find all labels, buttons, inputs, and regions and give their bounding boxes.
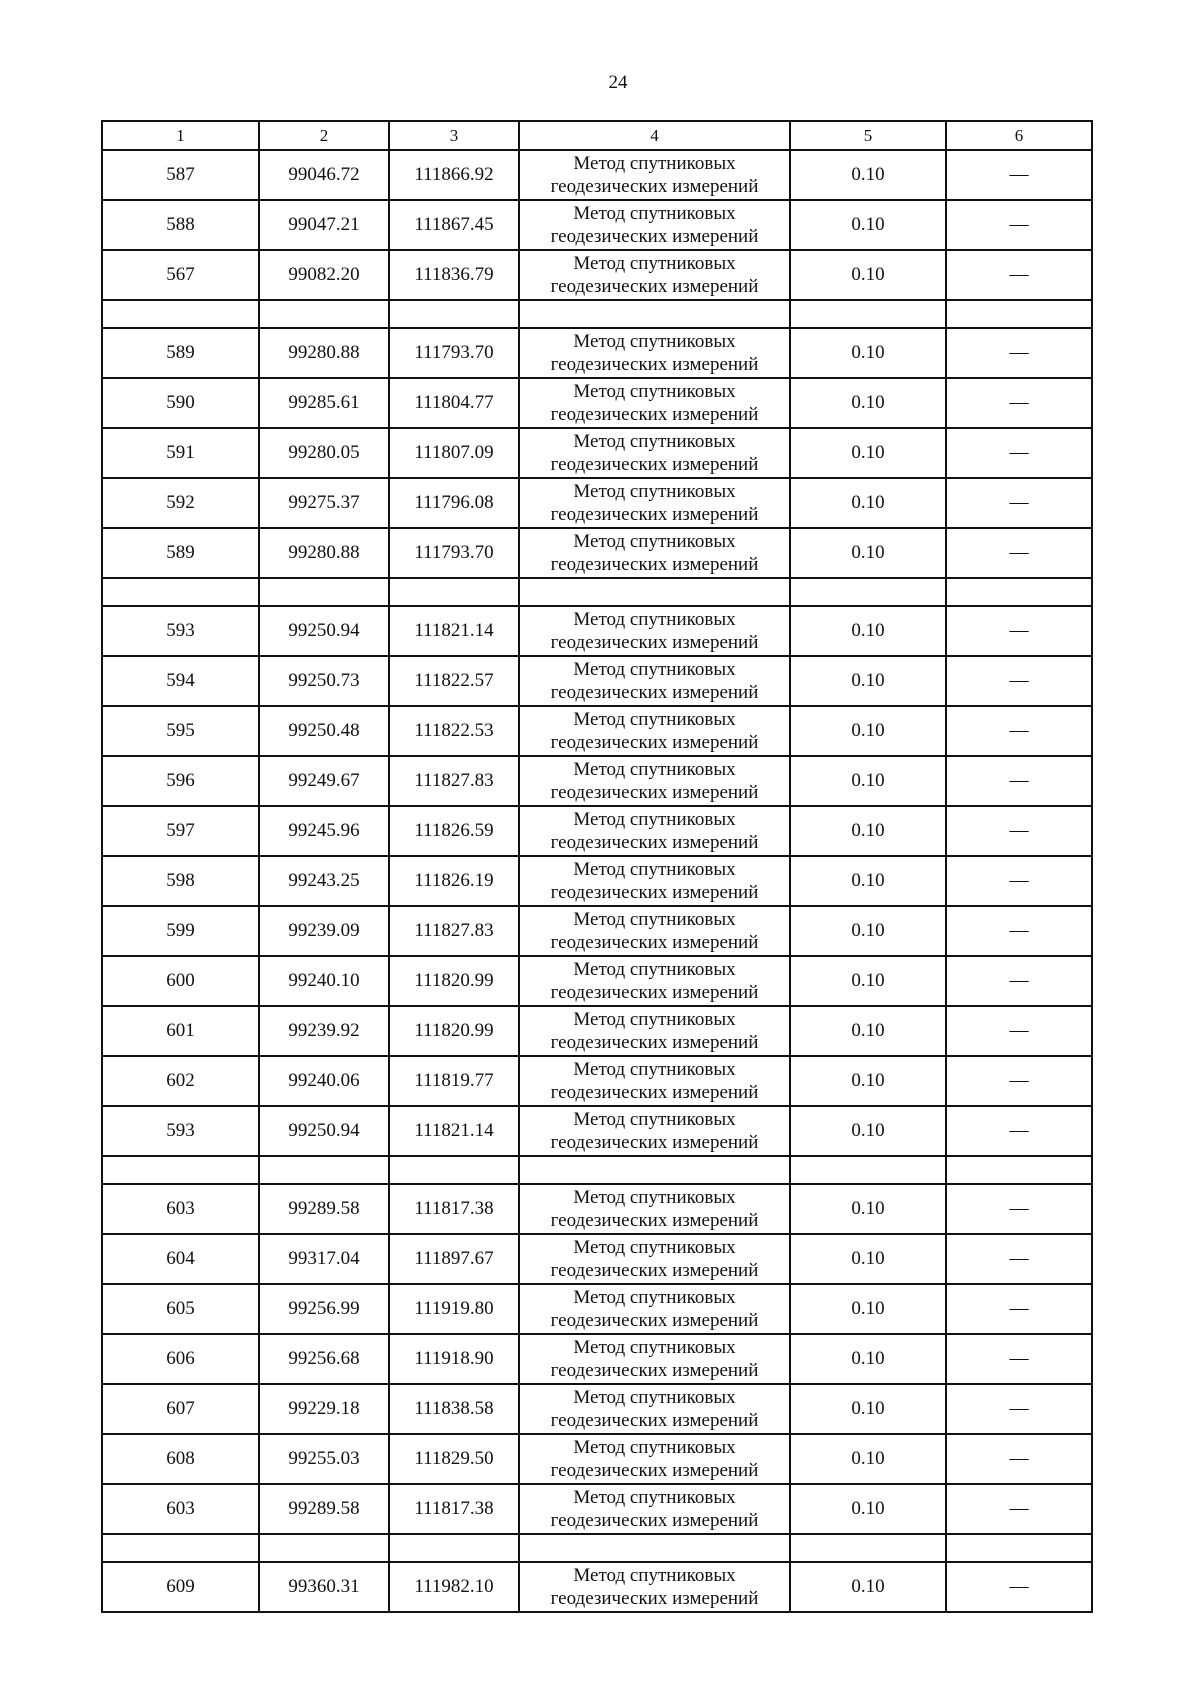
table-row: [102, 250, 1092, 300]
method-cell: [519, 150, 790, 200]
method-cell: [519, 1434, 790, 1484]
point-number-cell: 567: [102, 250, 259, 300]
method-text-line1: Метод спутниковых: [573, 909, 736, 930]
accuracy-cell: 0.10: [790, 1384, 946, 1434]
x-coordinate-cell: 99250.73: [259, 656, 389, 706]
note-cell: —: [946, 1056, 1092, 1106]
point-number-cell: 601: [102, 1006, 259, 1056]
accuracy-cell: 0.10: [790, 1106, 946, 1156]
method-text-line2: геодезических измерений: [550, 1310, 759, 1331]
x-coordinate-cell: 99082.20: [259, 250, 389, 300]
method-text-line2: геодезических измерений: [550, 782, 759, 803]
x-coordinate-cell: 99280.88: [259, 328, 389, 378]
method-text-line2: геодезических измерений: [550, 1260, 759, 1281]
method-text-line1: Метод спутниковых: [573, 1287, 736, 1308]
y-coordinate-cell: 111919.80: [389, 1284, 519, 1334]
y-coordinate-cell: 111819.77: [389, 1056, 519, 1106]
empty-cell: [389, 578, 519, 606]
x-coordinate-cell: 99250.48: [259, 706, 389, 756]
empty-cell: [946, 578, 1092, 606]
method-text-line1: Метод спутниковых: [573, 1187, 736, 1208]
method-text-line2: геодезических измерений: [550, 454, 759, 475]
note-cell: —: [946, 1106, 1092, 1156]
method-cell: [519, 606, 790, 656]
method-cell: [519, 428, 790, 478]
y-coordinate-cell: 111826.59: [389, 806, 519, 856]
y-coordinate-cell: 111827.83: [389, 906, 519, 956]
y-coordinate-cell: 111826.19: [389, 856, 519, 906]
empty-cell: [259, 1156, 389, 1184]
x-coordinate-cell: 99289.58: [259, 1184, 389, 1234]
empty-cell: [946, 1156, 1092, 1184]
method-text-line2: геодезических измерений: [550, 832, 759, 853]
table-row: [102, 328, 1092, 378]
point-number-cell: 590: [102, 378, 259, 428]
method-text-line2: геодезических измерений: [550, 404, 759, 425]
table-row: [102, 956, 1092, 1006]
y-coordinate-cell: 111817.38: [389, 1184, 519, 1234]
method-text-line1: Метод спутниковых: [573, 709, 736, 730]
y-coordinate-cell: 111793.70: [389, 528, 519, 578]
table-row: [102, 656, 1092, 706]
point-number-cell: 587: [102, 150, 259, 200]
method-text-line1: Метод спутниковых: [573, 203, 736, 224]
y-coordinate-cell: 111796.08: [389, 478, 519, 528]
empty-cell: [259, 1534, 389, 1562]
accuracy-cell: 0.10: [790, 1284, 946, 1334]
accuracy-cell: 0.10: [790, 1056, 946, 1106]
method-text-line2: геодезических измерений: [550, 504, 759, 525]
method-cell: [519, 200, 790, 250]
empty-cell: [519, 1534, 790, 1562]
method-cell: [519, 1056, 790, 1106]
accuracy-cell: 0.10: [790, 706, 946, 756]
method-cell: [519, 906, 790, 956]
empty-cell: [519, 578, 790, 606]
accuracy-cell: 0.10: [790, 528, 946, 578]
method-text-line2: геодезических измерений: [550, 632, 759, 653]
table-row: [102, 1056, 1092, 1106]
table-row: [102, 1384, 1092, 1434]
x-coordinate-cell: 99245.96: [259, 806, 389, 856]
method-text-line1: Метод спутниковых: [573, 1009, 736, 1030]
point-number-cell: 608: [102, 1434, 259, 1484]
method-text-line2: геодезических измерений: [550, 932, 759, 953]
x-coordinate-cell: 99280.88: [259, 528, 389, 578]
method-text-line2: геодезических измерений: [550, 1032, 759, 1053]
table-row: [102, 200, 1092, 250]
x-coordinate-cell: 99243.25: [259, 856, 389, 906]
method-cell: [519, 1106, 790, 1156]
empty-cell: [946, 1534, 1092, 1562]
note-cell: —: [946, 1434, 1092, 1484]
accuracy-cell: 0.10: [790, 806, 946, 856]
note-cell: —: [946, 706, 1092, 756]
note-cell: —: [946, 1562, 1092, 1612]
method-cell: [519, 328, 790, 378]
method-text-line2: геодезических измерений: [550, 1210, 759, 1231]
x-coordinate-cell: 99289.58: [259, 1484, 389, 1534]
column-number: 4: [519, 121, 790, 150]
y-coordinate-cell: 111821.14: [389, 1106, 519, 1156]
method-text-line1: Метод спутниковых: [573, 153, 736, 174]
method-text-line2: геодезических измерений: [550, 1588, 759, 1609]
accuracy-cell: 0.10: [790, 250, 946, 300]
method-text-line2: геодезических измерений: [550, 554, 759, 575]
y-coordinate-cell: 111807.09: [389, 428, 519, 478]
accuracy-cell: 0.10: [790, 756, 946, 806]
point-number-cell: 603: [102, 1484, 259, 1534]
method-text-line1: Метод спутниковых: [573, 531, 736, 552]
note-cell: —: [946, 956, 1092, 1006]
note-cell: —: [946, 756, 1092, 806]
method-text-line1: Метод спутниковых: [573, 431, 736, 452]
accuracy-cell: 0.10: [790, 478, 946, 528]
method-cell: [519, 656, 790, 706]
page-number: 24: [608, 72, 628, 93]
empty-cell: [790, 1156, 946, 1184]
accuracy-cell: 0.10: [790, 956, 946, 1006]
table-row: [102, 378, 1092, 428]
accuracy-cell: 0.10: [790, 1562, 946, 1612]
table-row: [102, 856, 1092, 906]
method-text-line1: Метод спутниковых: [573, 809, 736, 830]
x-coordinate-cell: 99046.72: [259, 150, 389, 200]
method-text-line1: Метод спутниковых: [573, 659, 736, 680]
x-coordinate-cell: 99239.09: [259, 906, 389, 956]
y-coordinate-cell: 111836.79: [389, 250, 519, 300]
table-row: [102, 1434, 1092, 1484]
method-text-line1: Метод спутниковых: [573, 1387, 736, 1408]
note-cell: —: [946, 1234, 1092, 1284]
note-cell: —: [946, 378, 1092, 428]
note-cell: —: [946, 250, 1092, 300]
table-row: [102, 1334, 1092, 1384]
method-cell: [519, 956, 790, 1006]
method-cell: [519, 806, 790, 856]
table-row: [102, 756, 1092, 806]
accuracy-cell: 0.10: [790, 656, 946, 706]
method-text-line2: геодезических измерений: [550, 1460, 759, 1481]
x-coordinate-cell: 99249.67: [259, 756, 389, 806]
point-number-cell: 604: [102, 1234, 259, 1284]
method-text-line2: геодезических измерений: [550, 176, 759, 197]
point-number-cell: 591: [102, 428, 259, 478]
y-coordinate-cell: 111866.92: [389, 150, 519, 200]
point-number-cell: 598: [102, 856, 259, 906]
column-number: 1: [102, 121, 259, 150]
y-coordinate-cell: 111820.99: [389, 1006, 519, 1056]
method-text-line2: геодезических измерений: [550, 226, 759, 247]
note-cell: —: [946, 656, 1092, 706]
note-cell: —: [946, 856, 1092, 906]
empty-cell: [389, 1156, 519, 1184]
method-cell: [519, 478, 790, 528]
method-text-line2: геодезических измерений: [550, 1082, 759, 1103]
method-text-line2: геодезических измерений: [550, 1360, 759, 1381]
note-cell: —: [946, 606, 1092, 656]
column-number: 2: [259, 121, 389, 150]
point-number-cell: 588: [102, 200, 259, 250]
x-coordinate-cell: 99250.94: [259, 606, 389, 656]
method-text-line2: геодезических измерений: [550, 276, 759, 297]
method-text-line1: Метод спутниковых: [573, 1337, 736, 1358]
empty-cell: [389, 300, 519, 328]
table-row: [102, 606, 1092, 656]
method-cell: [519, 1006, 790, 1056]
method-text-line1: Метод спутниковых: [573, 253, 736, 274]
accuracy-cell: 0.10: [790, 1334, 946, 1384]
note-cell: —: [946, 1384, 1092, 1434]
point-number-cell: 597: [102, 806, 259, 856]
method-text-line1: Метод спутниковых: [573, 381, 736, 402]
note-cell: —: [946, 906, 1092, 956]
column-number-row: [102, 121, 1092, 150]
accuracy-cell: 0.10: [790, 428, 946, 478]
y-coordinate-cell: 111827.83: [389, 756, 519, 806]
note-cell: —: [946, 1334, 1092, 1384]
y-coordinate-cell: 111918.90: [389, 1334, 519, 1384]
method-text-line2: геодезических измерений: [550, 882, 759, 903]
method-text-line2: геодезических измерений: [550, 354, 759, 375]
method-cell: [519, 1562, 790, 1612]
y-coordinate-cell: 111817.38: [389, 1484, 519, 1534]
table-row: [102, 478, 1092, 528]
method-cell: [519, 250, 790, 300]
method-text-line1: Метод спутниковых: [573, 1059, 736, 1080]
accuracy-cell: 0.10: [790, 1234, 946, 1284]
point-number-cell: 589: [102, 528, 259, 578]
accuracy-cell: 0.10: [790, 378, 946, 428]
accuracy-cell: 0.10: [790, 1184, 946, 1234]
spacer-row: [102, 300, 1092, 328]
y-coordinate-cell: 111829.50: [389, 1434, 519, 1484]
note-cell: —: [946, 1284, 1092, 1334]
x-coordinate-cell: 99239.92: [259, 1006, 389, 1056]
method-text-line2: геодезических измерений: [550, 982, 759, 1003]
table-row: [102, 1484, 1092, 1534]
method-text-line1: Метод спутниковых: [573, 1437, 736, 1458]
x-coordinate-cell: 99047.21: [259, 200, 389, 250]
empty-cell: [790, 300, 946, 328]
method-text-line2: геодезических измерений: [550, 1410, 759, 1431]
y-coordinate-cell: 111804.77: [389, 378, 519, 428]
note-cell: —: [946, 1484, 1092, 1534]
x-coordinate-cell: 99275.37: [259, 478, 389, 528]
method-cell: [519, 1234, 790, 1284]
table-row: [102, 1184, 1092, 1234]
x-coordinate-cell: 99285.61: [259, 378, 389, 428]
x-coordinate-cell: 99360.31: [259, 1562, 389, 1612]
empty-cell: [519, 1156, 790, 1184]
accuracy-cell: 0.10: [790, 906, 946, 956]
y-coordinate-cell: 111821.14: [389, 606, 519, 656]
y-coordinate-cell: 111820.99: [389, 956, 519, 1006]
accuracy-cell: 0.10: [790, 606, 946, 656]
table-row: [102, 1006, 1092, 1056]
method-cell: [519, 378, 790, 428]
table-row: [102, 428, 1092, 478]
coordinates-table: [101, 120, 1093, 1613]
column-number: 6: [946, 121, 1092, 150]
note-cell: —: [946, 328, 1092, 378]
table-body: [102, 150, 1092, 1612]
method-cell: [519, 1284, 790, 1334]
point-number-cell: 593: [102, 1106, 259, 1156]
y-coordinate-cell: 111822.57: [389, 656, 519, 706]
empty-cell: [259, 578, 389, 606]
point-number-cell: 602: [102, 1056, 259, 1106]
table-row: [102, 806, 1092, 856]
empty-cell: [946, 300, 1092, 328]
table-row: [102, 1284, 1092, 1334]
spacer-row: [102, 1156, 1092, 1184]
x-coordinate-cell: 99256.99: [259, 1284, 389, 1334]
accuracy-cell: 0.10: [790, 328, 946, 378]
method-text-line2: геодезических измерений: [550, 1510, 759, 1531]
spacer-row: [102, 1534, 1092, 1562]
method-cell: [519, 1334, 790, 1384]
x-coordinate-cell: 99229.18: [259, 1384, 389, 1434]
method-text-line2: геодезических измерений: [550, 1132, 759, 1153]
point-number-cell: 599: [102, 906, 259, 956]
accuracy-cell: 0.10: [790, 1484, 946, 1534]
method-text-line1: Метод спутниковых: [573, 1237, 736, 1258]
method-text-line1: Метод спутниковых: [573, 1109, 736, 1130]
method-text-line2: геодезических измерений: [550, 732, 759, 753]
y-coordinate-cell: 111897.67: [389, 1234, 519, 1284]
note-cell: —: [946, 1006, 1092, 1056]
method-cell: [519, 528, 790, 578]
empty-cell: [102, 300, 259, 328]
empty-cell: [259, 300, 389, 328]
accuracy-cell: 0.10: [790, 1434, 946, 1484]
method-text-line1: Метод спутниковых: [573, 609, 736, 630]
method-cell: [519, 856, 790, 906]
x-coordinate-cell: 99250.94: [259, 1106, 389, 1156]
method-cell: [519, 1384, 790, 1434]
point-number-cell: 607: [102, 1384, 259, 1434]
y-coordinate-cell: 111838.58: [389, 1384, 519, 1434]
note-cell: —: [946, 200, 1092, 250]
x-coordinate-cell: 99256.68: [259, 1334, 389, 1384]
column-number: 5: [790, 121, 946, 150]
method-cell: [519, 706, 790, 756]
note-cell: —: [946, 528, 1092, 578]
method-text-line1: Метод спутниковых: [573, 1565, 736, 1586]
table-row: [102, 706, 1092, 756]
table-row: [102, 528, 1092, 578]
note-cell: —: [946, 1184, 1092, 1234]
point-number-cell: 603: [102, 1184, 259, 1234]
accuracy-cell: 0.10: [790, 1006, 946, 1056]
empty-cell: [102, 1156, 259, 1184]
empty-cell: [790, 1534, 946, 1562]
note-cell: —: [946, 478, 1092, 528]
y-coordinate-cell: 111822.53: [389, 706, 519, 756]
note-cell: —: [946, 150, 1092, 200]
point-number-cell: 592: [102, 478, 259, 528]
spacer-row: [102, 578, 1092, 606]
accuracy-cell: 0.10: [790, 150, 946, 200]
point-number-cell: 593: [102, 606, 259, 656]
y-coordinate-cell: 111793.70: [389, 328, 519, 378]
x-coordinate-cell: 99255.03: [259, 1434, 389, 1484]
method-text-line1: Метод спутниковых: [573, 759, 736, 780]
empty-cell: [389, 1534, 519, 1562]
y-coordinate-cell: 111867.45: [389, 200, 519, 250]
empty-cell: [519, 300, 790, 328]
point-number-cell: 605: [102, 1284, 259, 1334]
point-number-cell: 595: [102, 706, 259, 756]
column-number: 3: [389, 121, 519, 150]
table-row: [102, 1234, 1092, 1284]
table-row: [102, 150, 1092, 200]
x-coordinate-cell: 99280.05: [259, 428, 389, 478]
y-coordinate-cell: 111982.10: [389, 1562, 519, 1612]
method-cell: [519, 1184, 790, 1234]
accuracy-cell: 0.10: [790, 856, 946, 906]
table-row: [102, 1106, 1092, 1156]
x-coordinate-cell: 99317.04: [259, 1234, 389, 1284]
table-row: [102, 1562, 1092, 1612]
method-cell: [519, 1484, 790, 1534]
point-number-cell: 609: [102, 1562, 259, 1612]
method-cell: [519, 756, 790, 806]
point-number-cell: 596: [102, 756, 259, 806]
method-text-line1: Метод спутниковых: [573, 331, 736, 352]
note-cell: —: [946, 806, 1092, 856]
method-text-line1: Метод спутниковых: [573, 959, 736, 980]
point-number-cell: 600: [102, 956, 259, 1006]
method-text-line1: Метод спутниковых: [573, 859, 736, 880]
empty-cell: [102, 578, 259, 606]
point-number-cell: 589: [102, 328, 259, 378]
method-text-line2: геодезических измерений: [550, 682, 759, 703]
empty-cell: [102, 1534, 259, 1562]
point-number-cell: 606: [102, 1334, 259, 1384]
method-text-line1: Метод спутниковых: [573, 481, 736, 502]
point-number-cell: 594: [102, 656, 259, 706]
x-coordinate-cell: 99240.06: [259, 1056, 389, 1106]
x-coordinate-cell: 99240.10: [259, 956, 389, 1006]
accuracy-cell: 0.10: [790, 200, 946, 250]
table-row: [102, 906, 1092, 956]
method-text-line1: Метод спутниковых: [573, 1487, 736, 1508]
empty-cell: [790, 578, 946, 606]
note-cell: —: [946, 428, 1092, 478]
